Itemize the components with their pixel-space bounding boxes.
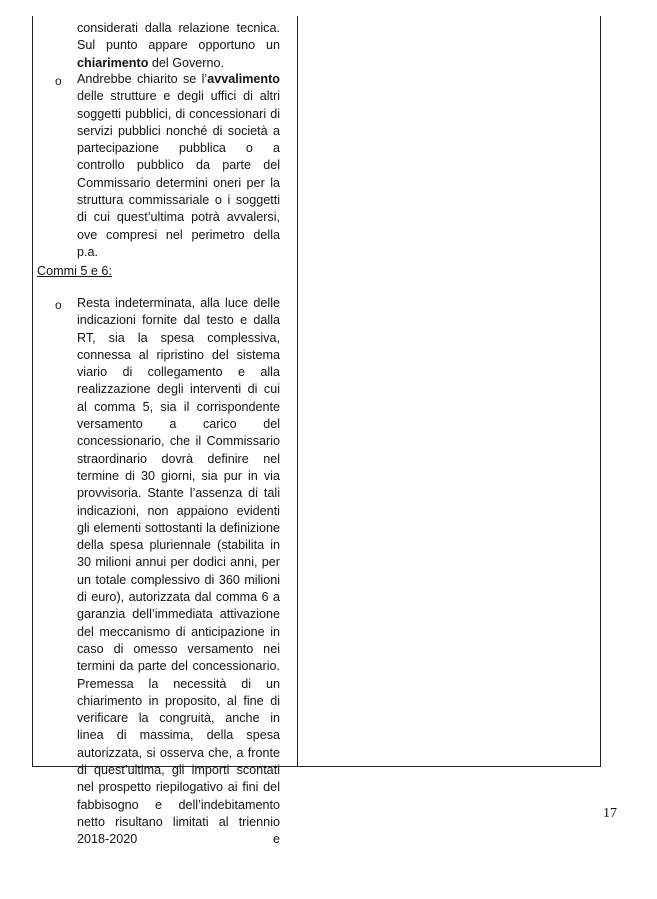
bullet-marker-2: o [55, 298, 62, 312]
two-column-table [32, 16, 601, 847]
bullet-paragraph-1 [77, 71, 280, 261]
left-column [33, 16, 297, 847]
continuation-text-end: del Governo. [148, 55, 224, 70]
continuation-bold-term: chiarimento [77, 55, 149, 70]
bullet-1-bold-term: avvalimento [207, 72, 280, 86]
bullet-marker-1: o [55, 74, 62, 88]
bullet-1-text-end: delle strutture e degli uffici di altri soggetti pubblici, di concessionari di servizi pubblici nonché di società a partecipazione pubblica o a controllo pubblico da parte del Commissario determini oneri per la struttura commissariale o i soggetti di cui quest’ultima potrà avvalersi, ove compresi nel perimetro della p.a. [77, 89, 280, 259]
bullet-1-text: Andrebbe chiarito se l’ [77, 72, 208, 86]
section-heading: Commi 5 e 6: [37, 264, 112, 278]
column-divider [297, 16, 298, 766]
continuation-text: considerati dalla relazione tecnica. Sul punto appare opportuno un [77, 21, 280, 53]
bullet-paragraph-2: Resta indeterminata, alla luce delle indicazioni fornite dal testo e dalla RT, sia la spesa complessiva, connessa al ripristino del sistema viario di collegamento e alla realizzazione degli interventi di cui al comma 5, sia il corrispondente versamento a carico del concessionario, che il Commissario straordinario dovrà definire nel termine di 30 giorni, sia pur in via provvisoria. Stante l’assenza di tali indicazioni, non appaiono evidenti gli elementi sottostanti la definizione della spesa pluriennale (stabilita in 30 milioni annui per dodici anni, per un totale complessivo di 360 milioni di euro), autorizzata dal comma 6 a garanzia dell’immediata attivazione del meccanismo di anticipazione in caso di omesso versamento nei termini da parte del concessionario. Premessa la necessità di un chiarimento in proposito, al fine di verificare la congruità, anche in linea di massima, della spesa autorizzata, si osserva che, a fronte di quest’ultima, gli importi scontati nel prospetto riepilogativo ai fini del fabbisogno e dell’indebitamento netto risultano limitati al triennio 2018-2020 e [77, 296, 280, 847]
page-number: 17 [603, 806, 617, 821]
continuation-paragraph [77, 20, 280, 72]
